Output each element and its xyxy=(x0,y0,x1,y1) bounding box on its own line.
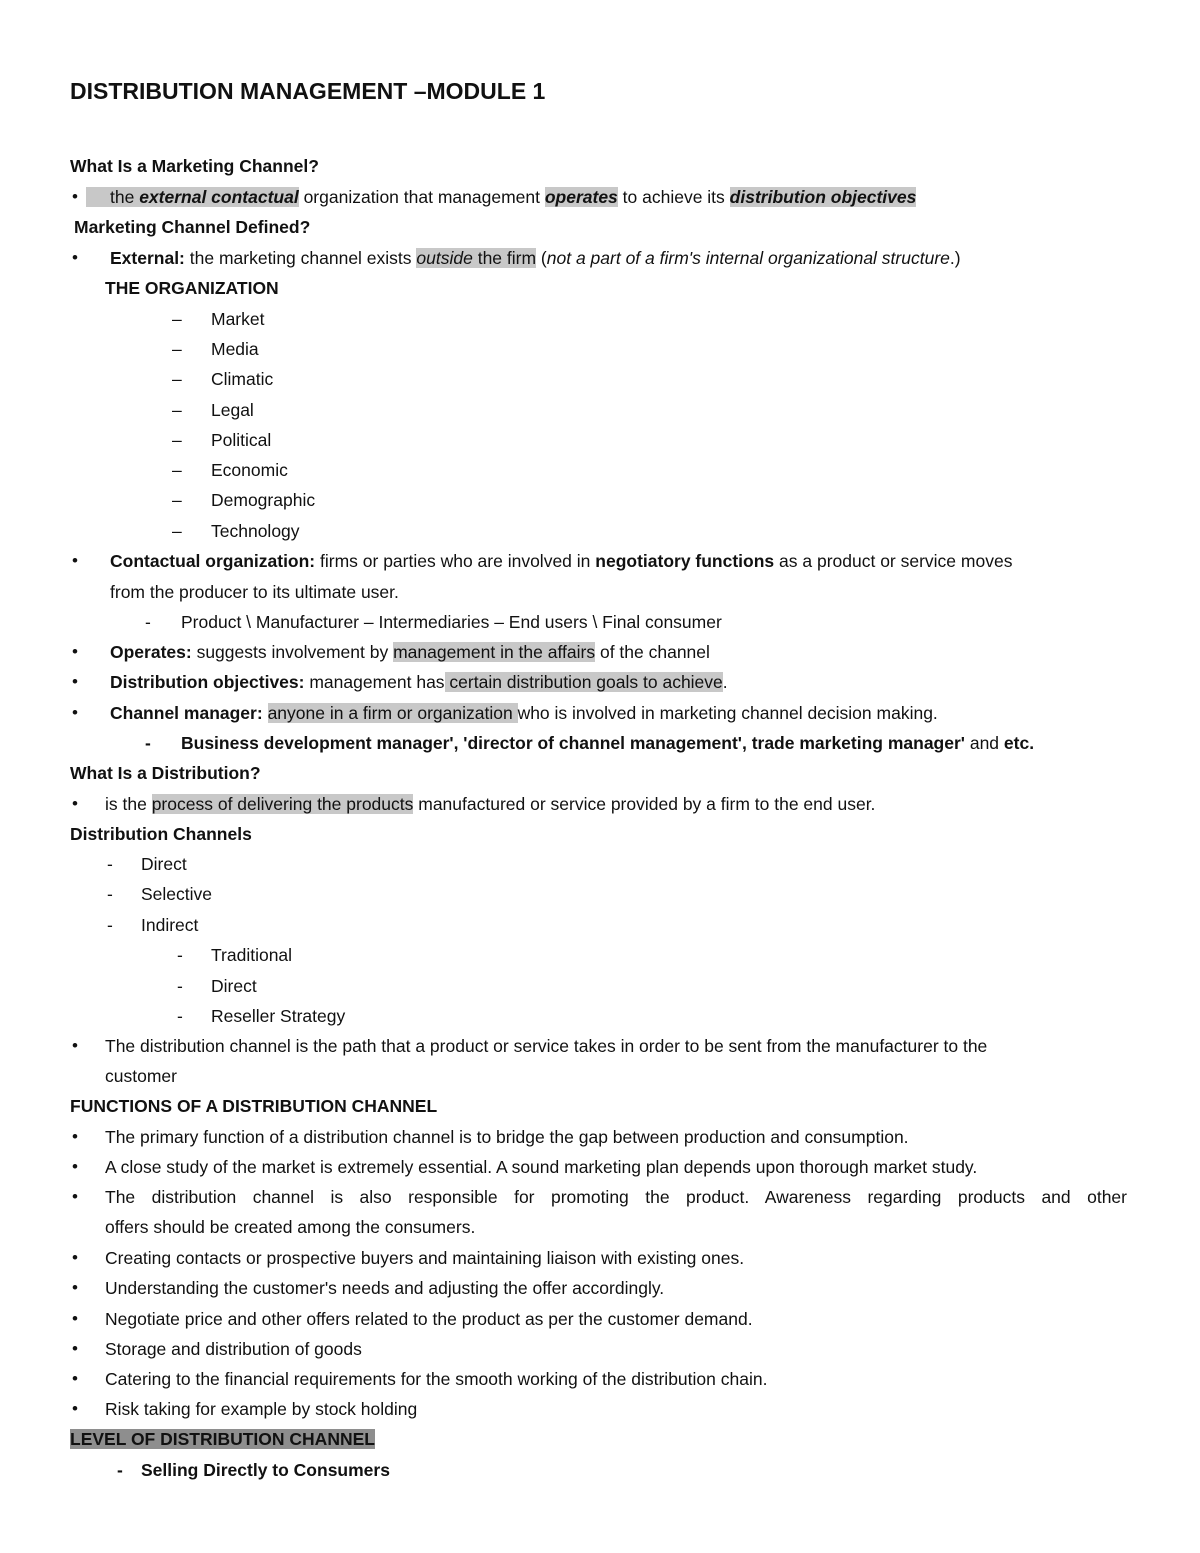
contactual-bold: negotiatory functions xyxy=(595,551,775,571)
dash-icon: – xyxy=(172,430,182,450)
heading-distribution-channels: Distribution Channels xyxy=(70,824,252,844)
function-item: Understanding the customer's needs and adjusting the offer accordingly. xyxy=(105,1278,665,1298)
heading-organization: THE ORGANIZATION xyxy=(105,278,279,298)
heading-distribution: What Is a Distribution? xyxy=(70,763,261,783)
bullet-icon: • xyxy=(72,1248,78,1267)
manager-and: and xyxy=(964,733,1004,753)
distribution-definition xyxy=(105,791,875,817)
dist-def-text: manufactured or service provided by a firm to the end user. xyxy=(413,794,876,814)
dash-icon: – xyxy=(172,490,182,510)
bullet-icon: • xyxy=(72,642,78,661)
objectives-text: management has xyxy=(304,672,445,692)
bullet-icon: • xyxy=(72,1187,78,1206)
dash-icon: - xyxy=(177,1006,183,1026)
heading-functions: FUNCTIONS OF A DISTRIBUTION CHANNEL xyxy=(70,1096,438,1116)
org-item: Market xyxy=(211,309,265,329)
bullet-icon: • xyxy=(72,1369,78,1388)
path-line-2: customer xyxy=(105,1066,177,1086)
bullet-icon: • xyxy=(72,1157,78,1176)
function-item: Storage and distribution of goods xyxy=(105,1339,362,1359)
indirect-sub-item: Reseller Strategy xyxy=(211,1006,346,1026)
highlight-outside: outside xyxy=(416,248,473,268)
operates-text: suggests involvement by xyxy=(191,642,394,662)
manager-label: Channel manager: xyxy=(110,703,263,723)
function-item-cont: offers should be created among the consumers. xyxy=(105,1217,476,1237)
dash-icon: - xyxy=(177,945,183,965)
highlight-distribution-objectives: distribution objectives xyxy=(729,187,917,207)
highlight-process-delivering: process of delivering the products xyxy=(151,794,414,814)
operates-text: of the channel xyxy=(595,642,710,662)
dash-icon: - xyxy=(145,733,151,753)
external-item xyxy=(110,245,961,271)
highlight-the-firm: the firm xyxy=(472,248,537,268)
contactual-sub: Product \ Manufacturer – Intermediaries – End users \ Final consumer xyxy=(181,612,722,632)
function-item: Risk taking for example by stock holding xyxy=(105,1399,418,1419)
page-title: DISTRIBUTION MANAGEMENT –MODULE 1 xyxy=(70,78,546,104)
bullet-icon: • xyxy=(72,1036,78,1055)
org-item: Media xyxy=(211,339,259,359)
manager-text: who is involved in marketing channel decision making. xyxy=(517,703,938,723)
dash-icon: - xyxy=(117,1460,123,1480)
external-text: the marketing channel exists xyxy=(184,248,417,268)
manager-etc: etc. xyxy=(1003,733,1035,753)
definition-pre: the xyxy=(86,187,139,207)
objectives-text: . xyxy=(722,672,728,692)
contactual-text: as a product or service moves xyxy=(774,551,1013,571)
org-item: Political xyxy=(211,430,272,450)
bullet-icon: • xyxy=(72,551,78,570)
indirect-sub-item: Direct xyxy=(211,976,257,996)
external-label: External: xyxy=(110,248,185,268)
operates-label: Operates: xyxy=(110,642,192,662)
objectives-label: Distribution objectives: xyxy=(110,672,305,692)
dash-icon: - xyxy=(177,976,183,996)
org-item: Demographic xyxy=(211,490,316,510)
dash-icon: – xyxy=(172,309,182,329)
operates-item xyxy=(110,639,710,665)
function-item: A close study of the market is extremely essential. A sound marketing plan depends upon thorough market study. xyxy=(105,1157,978,1177)
external-text: .) xyxy=(949,248,961,268)
bullet-icon: • xyxy=(72,1278,78,1297)
highlight-management-affairs: management in the affairs xyxy=(393,642,596,662)
channel-item: Direct xyxy=(141,854,187,874)
highlight-operates: operates xyxy=(544,187,618,207)
external-italic: not a part of a firm's internal organizational structure xyxy=(546,248,950,268)
manager-text xyxy=(263,703,268,723)
dash-icon: – xyxy=(172,339,182,359)
function-item: Creating contacts or prospective buyers and maintaining liaison with existing ones. xyxy=(105,1248,745,1268)
contactual-item xyxy=(110,548,1012,574)
bullet-icon: • xyxy=(72,1339,78,1358)
channel-item: Selective xyxy=(141,884,213,904)
bullet-icon: • xyxy=(72,703,78,722)
bullet-icon: • xyxy=(72,672,78,691)
bullet-icon: • xyxy=(72,248,78,267)
dash-icon: - xyxy=(107,854,113,874)
manager-roles: Business development manager', 'director of channel management', trade marketing manager' xyxy=(181,733,965,753)
contactual-label: Contactual organization: xyxy=(110,551,316,571)
highlight-level-heading: LEVEL OF DISTRIBUTION CHANNEL xyxy=(70,1429,375,1449)
definition-text: to achieve its xyxy=(617,187,730,207)
function-item: The primary function of a distribution channel is to bridge the gap between production and consumption. xyxy=(105,1127,909,1147)
highlight-anyone-in-firm: anyone in a firm or organization xyxy=(267,703,518,723)
external-text: ( xyxy=(536,248,547,268)
manager-sub xyxy=(181,730,1034,756)
level-item: Selling Directly to Consumers xyxy=(141,1460,390,1480)
bullet-icon: • xyxy=(72,1309,78,1328)
org-item: Climatic xyxy=(211,369,274,389)
dash-icon: - xyxy=(107,915,113,935)
dash-icon: – xyxy=(172,521,182,541)
highlight-external-contactual: external contactual xyxy=(139,187,299,207)
org-item: Economic xyxy=(211,460,288,480)
definition-text: organization that management xyxy=(298,187,545,207)
contactual-line2: from the producer to its ultimate user. xyxy=(110,582,399,602)
heading-level xyxy=(70,1426,375,1452)
manager-item xyxy=(110,700,938,726)
heading-marketing-channel: What Is a Marketing Channel? xyxy=(70,156,319,176)
function-item: Catering to the financial requirements for the smooth working of the distribution chain. xyxy=(105,1369,768,1389)
dash-icon: – xyxy=(172,369,182,389)
org-item: Technology xyxy=(211,521,300,541)
definition-line xyxy=(86,184,916,210)
dash-icon: – xyxy=(172,460,182,480)
contactual-text: firms or parties who are involved in xyxy=(315,551,596,571)
function-item: The distribution channel is also responsible for promoting the product. Awareness regarding products and other xyxy=(105,1187,1127,1207)
dist-def-text: is the xyxy=(105,794,152,814)
function-item: Negotiate price and other offers related to the product as per the customer demand. xyxy=(105,1309,753,1329)
highlight-distribution-goals: certain distribution goals to achieve xyxy=(444,672,723,692)
dash-icon: – xyxy=(172,400,182,420)
bullet-icon: • xyxy=(72,1399,78,1418)
path-line-1: The distribution channel is the path that a product or service takes in order to be sent from the manufacturer to the xyxy=(105,1036,988,1056)
indirect-sub-item: Traditional xyxy=(211,945,293,965)
objectives-item xyxy=(110,669,728,695)
dash-icon: - xyxy=(107,884,113,904)
channel-item: Indirect xyxy=(141,915,199,935)
org-item: Legal xyxy=(211,400,254,420)
bullet-icon: • xyxy=(72,187,78,206)
bullet-icon: • xyxy=(72,794,78,813)
bullet-icon: • xyxy=(72,1127,78,1146)
dash-icon: - xyxy=(145,612,151,632)
heading-channel-defined: Marketing Channel Defined? xyxy=(74,217,311,237)
